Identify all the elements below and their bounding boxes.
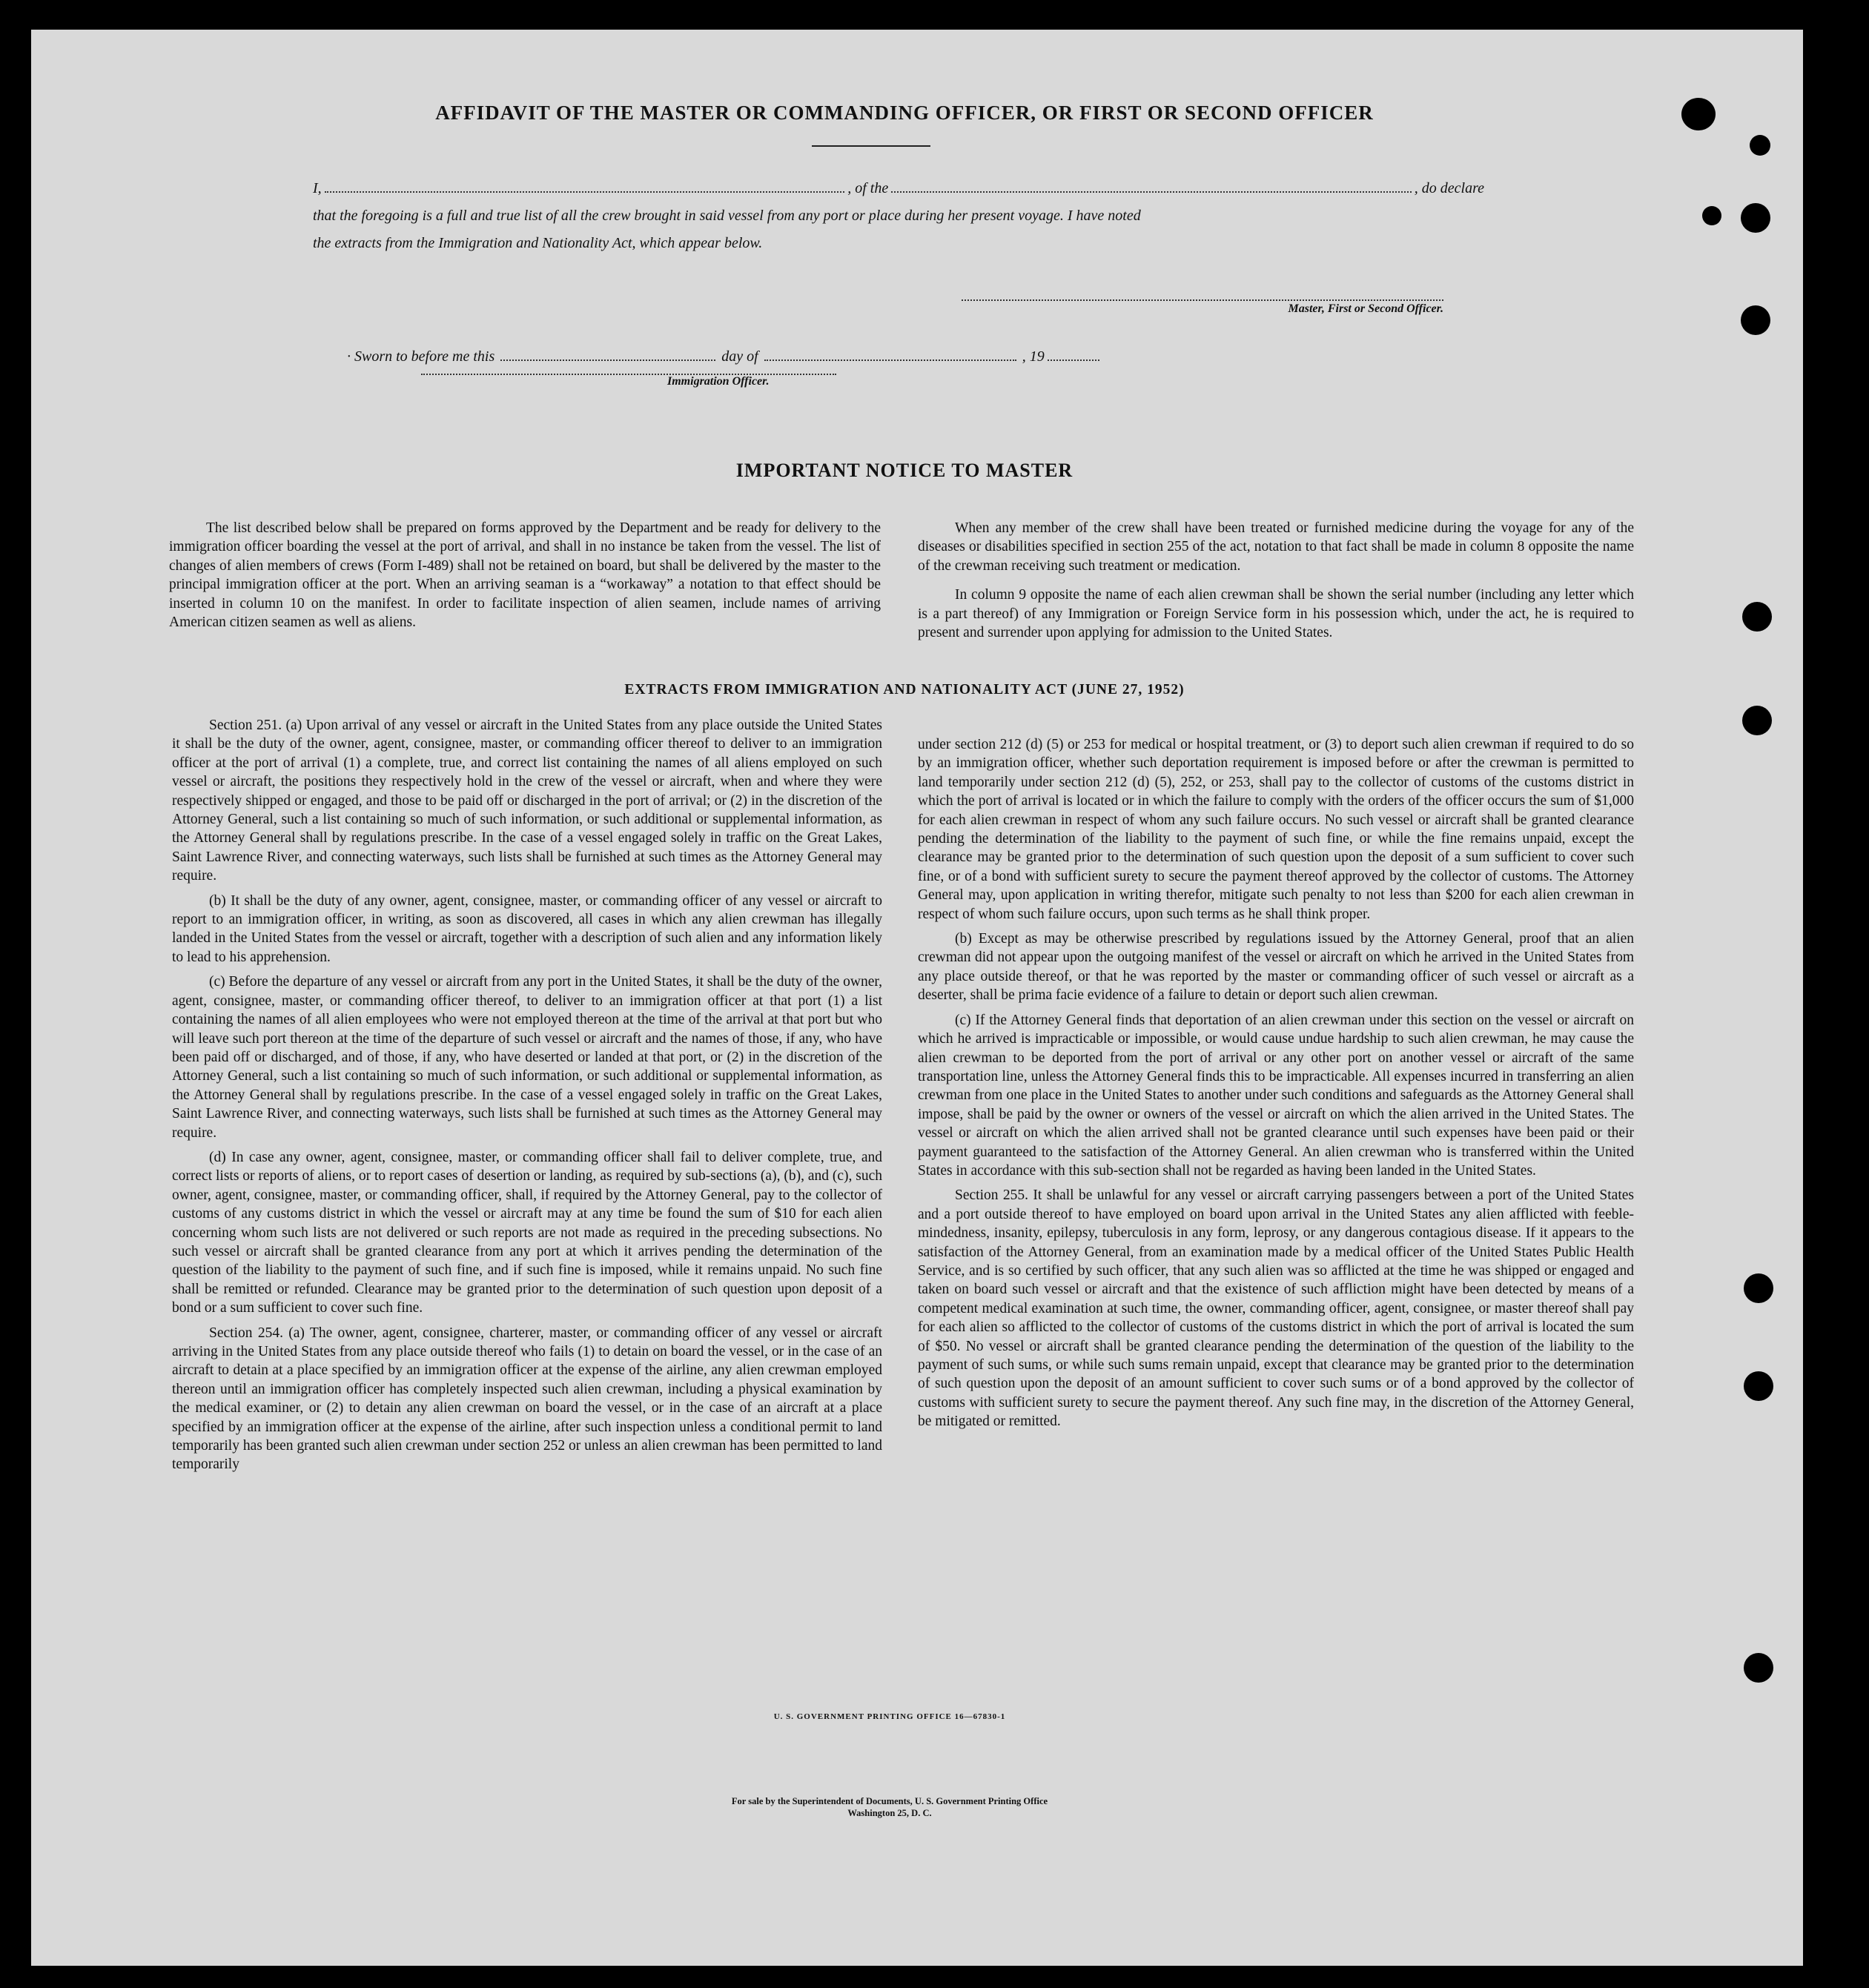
punch-hole [1750, 135, 1770, 156]
punch-hole [1681, 98, 1716, 130]
notice-right-paragraph-1: When any member of the crew shall have been treated or furnished medicine during the voyage for any of the diseases or disabilities specified in section 255 of the act, notation to that fact shall be made in column 8 opposite the name of the crewman receiving such treatment or medication. [918, 520, 1634, 574]
section-251-a: Section 251. (a) Upon arrival of any vessel or aircraft in the United States from any place outside the United States it shall be the duty of the owner, agent, consignee, master, or commanding officer thereof to deliver to an immigration officer at the port of arrival (1) a complete, true, and correct list containing the names of all aliens employed on such vessel or aircraft, the positions they respectively hold in the crew of the vessel or aircraft, when and where they were respectively shipped or engaged, and those to be paid off or discharged in the port of arrival; or (2) in the discretion of the Attorney General, such a list containing so much of such information, or such additional or supplemental information, as the Attorney General shall by regulations prescribe. In the case of a vessel engaged solely in traffic on the Great Lakes, Saint Lawrence River, and connecting waterways, such lists shall be furnished at such times as the Attorney General may require. [172, 718, 882, 884]
declaration-line-1 [313, 175, 1484, 202]
section-255: Section 255. It shall be unlawful for any vessel or aircraft carrying passengers between a port of the United States and a port outside thereof to have employed on board upon arrival in the United States any alien afflicted with feeble-mindedness, insanity, epilepsy, tuberculosis in any form, leprosy, or any dangerous contagious disease. If it appears to the satisfaction of the Attorney General, from an examination made by a medical officer of the United States Public Health Service, and is so certified by such officer, that any such alien was so afflicted at the time he was shipped or engaged and taken on board such vessel or aircraft and that the existence of such affliction might have been detected by means of a competent medical examination at such time, the owner, commanding officer, agent, consignee, or master thereof shall pay for each alien so afflicted to the collector of customs of the customs district in which the port of arrival is located the sum of $50. No vessel or aircraft shall be granted clearance pending the determination of the question of the liability to the payment of such sums, or while such sums remain unpaid, except that clearance may be granted prior to the determination of such question upon the deposit of an amount sufficient to cover such sums or of a bond approved by the collector of customs with sufficient surety to secure the payment thereof. Any such fine may, in the discretion of the Attorney General, be mitigated or remitted. [918, 1187, 1634, 1430]
section-254-a-continued: under section 212 (d) (5) or 253 for medical or hospital treatment, or (3) to deport such alien crewman if required to do so by an immigration officer, whether such deportation requirement is imposed before or after the crewman is permitted to land temporarily under section 212 (d) (5), 252, or 253, shall pay to the collector of customs of the customs district in which the port of arrival is located or in which the failure to comply with the orders of the officer occurs the sum of $1,000 for each alien crewman in respect of whom any such failure occurs. No such vessel or aircraft shall be granted clearance pending the determination of the liability to the payment of such fine, or while the fine remains unpaid, except the clearance may be granted prior to the determination of such question upon the deposit of a sum sufficient to cover such fine, or of a bond with sufficient surety to secure the payment thereof approved by the collector of customs. The Attorney General may, upon application in writing therefor, mitigate such penalty to not less than $200 for each alien crewman in respect of whom such failure occurs, upon such terms as he shall think proper. [918, 737, 1634, 922]
sworn-prefix: · Sworn to before me this [347, 348, 495, 365]
punch-hole [1742, 602, 1772, 632]
notice-right-column [918, 519, 1634, 642]
affidavit-title: AFFIDAVIT OF THE MASTER OR COMMANDING OFFICER, OR FIRST OR SECOND OFFICER [435, 102, 1374, 124]
notice-title: IMPORTANT NOTICE TO MASTER [735, 460, 1074, 481]
punch-hole [1742, 706, 1772, 735]
notice-right-paragraph-2: In column 9 opposite the name of each alien crewman shall be shown the serial number (including any letter which is a part thereof) of any Immigration or Foreign Service form in his possession which, under the act, he is required to present and surrender upon applying for admission to the United States. [918, 587, 1634, 641]
punch-hole [1744, 1371, 1773, 1401]
section-251-b: (b) It shall be the duty of any owner, agent, consignee, master, or commanding officer of any vessel or aircraft to report to an immigration officer, in writing, as soon as discovered, all cases in which any alien crewman has illegally landed in the United States from the vessel or aircraft, together with a description of such alien and any information likely to lead to his apprehension. [172, 892, 882, 965]
sale-notice [519, 1795, 1260, 1819]
sale-line-1: For sale by the Superintendent of Documents, U. S. Government Printing Office [731, 1796, 1048, 1806]
punch-hole [1744, 1653, 1773, 1683]
title-rule [812, 145, 930, 147]
section-254-a: Section 254. (a) The owner, agent, consignee, charterer, master, or commanding officer of any vessel or aircraft arriving in the United States from any place outside thereof who fails (1) to detain on board the vessel, or in the case of an aircraft to detain at a place specified by an immigration officer at the expense of the airline, any alien crewman employed thereon until an immigration officer has completely inspected such alien crewman, including a physical examination by the medical examiner, or (2) to detain any alien crewman on board the vessel, or in the case of an aircraft at a place specified by an immigration officer at the expense of the airline, after such inspection unless a conditional permit to land temporarily has been granted such alien crewman under section 252 or unless an alien crewman has been permitted to land temporarily [172, 1325, 882, 1473]
declaration-i: I, [313, 180, 322, 196]
section-254-c: (c) If the Attorney General finds that deportation of an alien crewman under this section on the vessel or aircraft on which he arrived is impracticable or impossible, or would cause undue hardship to such alien crewman, he may cause the alien crewman to be deported from the port of arrival or any other port on another vessel or aircraft of the same transportation line, unless the Attorney General finds this to be impracticable. All expenses incurred in transferring an alien crewman from one place in the United States to another under such conditions and safeguards as the Attorney General shall impose, shall be paid by the owner or owners of the vessel or aircraft on which the alien arrived in the United States. The vessel or aircraft on which the alien arrived shall not be granted clearance until such expenses have been paid or their payment guaranteed to the satisfaction of the Attorney General. An alien crewman who is transferred within the United States in accordance with this sub-section shall not be regarded as having been landed in the United States. [918, 1012, 1634, 1179]
punch-hole [1741, 305, 1770, 335]
name-blank [325, 179, 845, 193]
notice-left-column [169, 519, 881, 632]
master-signature-line [962, 299, 1443, 301]
section-251-d: (d) In case any owner, agent, consignee, master, or commanding officer shall fail to deliver complete, true, and correct lists or reports of aliens, or to report cases of desertion or landing, as required by sub-sections (a), (b), and (c), such owner, agent, consignee, master, or commanding officer, shall, if required by the Attorney General, pay to the collector of customs of any customs district in which the vessel or aircraft may at any time be found the sum of $10 for each alien concerning whom such lists are not delivered or such reports are not made as required in the preceding subsections. No such vessel or aircraft shall be granted clearance from any port at which it arrives pending the determination of the question of the liability to the payment of such fine, and if such fine is imposed, while it remains unpaid. No such fine shall be remitted or refunded. Clearance may be granted prior to the determination of such question upon deposit of a bond or a sum sufficient to cover such fine. [172, 1149, 882, 1316]
sworn-day-blank [500, 349, 715, 361]
punch-hole [1702, 206, 1721, 225]
section-254-b: (b) Except as may be otherwise prescribed by regulations issued by the Attorney General, proof that an alien crewman did not appear upon the outgoing manifest of the vessel or aircraft on which he arrived in the United States from any place outside thereof, or that he was reported by the master or commanding officer of such vessel or aircraft as a deserter, shall be prima facie evidence of a failure to detain or deport such alien crewman. [918, 931, 1634, 1004]
declaration-line-2: that the foregoing is a full and true list of all the crew brought in said vessel from any port or place during her present voyage. I have noted [313, 208, 1141, 224]
declaration-line-3: the extracts from the Immigration and Nationality Act, which appear below. [313, 235, 763, 251]
declaration-do-declare: , do declare [1414, 180, 1484, 196]
sworn-year: , 19 [1022, 348, 1045, 365]
punch-hole [1741, 203, 1770, 233]
section-251-c: (c) Before the departure of any vessel or aircraft from any port in the United States, it shall be the duty of the owner, agent, consignee, master, or commanding officer thereof, to deliver to an immigration officer at that port (1) a list containing the names of all alien employees who were not employed thereon at the time of the arrival at that port but who will leave such port thereon at the time of the departure of such vessel or aircraft and the names of those, if any, who have been paid off or discharged, and of those, if any, who have deserted or landed at that port, or (2) in the discretion of the Attorney General, such a list containing so much of such information, or such additional or supplemental information, as the Attorney General shall by regulations prescribe. In the case of a vessel engaged solely in traffic on the Great Lakes, Saint Lawrence River, and connecting waterways, such lists shall be furnished at such times as the Attorney General may require. [172, 974, 882, 1141]
master-signature-label: Master, First or Second Officer. [1288, 302, 1443, 315]
declaration-block [313, 175, 1484, 257]
vessel-blank [891, 179, 1412, 193]
sale-line-2: Washington 25, D. C. [847, 1808, 932, 1818]
extracts-right-column [918, 735, 1634, 1431]
sworn-day-of: day of [721, 348, 758, 365]
sworn-year-blank [1048, 349, 1099, 361]
sworn-line [347, 348, 1207, 365]
printer-imprint: U. S. GOVERNMENT PRINTING OFFICE 16—67830-1 [773, 1712, 1006, 1721]
immigration-officer-label: Immigration Officer. [667, 375, 770, 388]
extracts-title: EXTRACTS FROM IMMIGRATION AND NATIONALITY ACT (JUNE 27, 1952) [624, 682, 1185, 698]
sworn-month-blank [764, 349, 1016, 361]
extracts-left-column [172, 716, 882, 1474]
notice-left-paragraph: The list described below shall be prepared on forms approved by the Department and be ready for delivery to the immigration officer boarding the vessel at the port of arrival, and shall in no instance be taken from the vessel. The list of changes of alien members of crews (Form I-489) shall not be retained on board, but shall be delivered by the master to the principal immigration officer at the port. When an arriving seaman is a “workaway” a notation to that effect should be inserted in column 10 on the manifest. In order to facilitate inspection of alien seamen, include names of arriving American citizen seamen as well as aliens. [169, 520, 881, 631]
punch-hole [1744, 1273, 1773, 1303]
declaration-of-the: , of the [847, 180, 889, 196]
